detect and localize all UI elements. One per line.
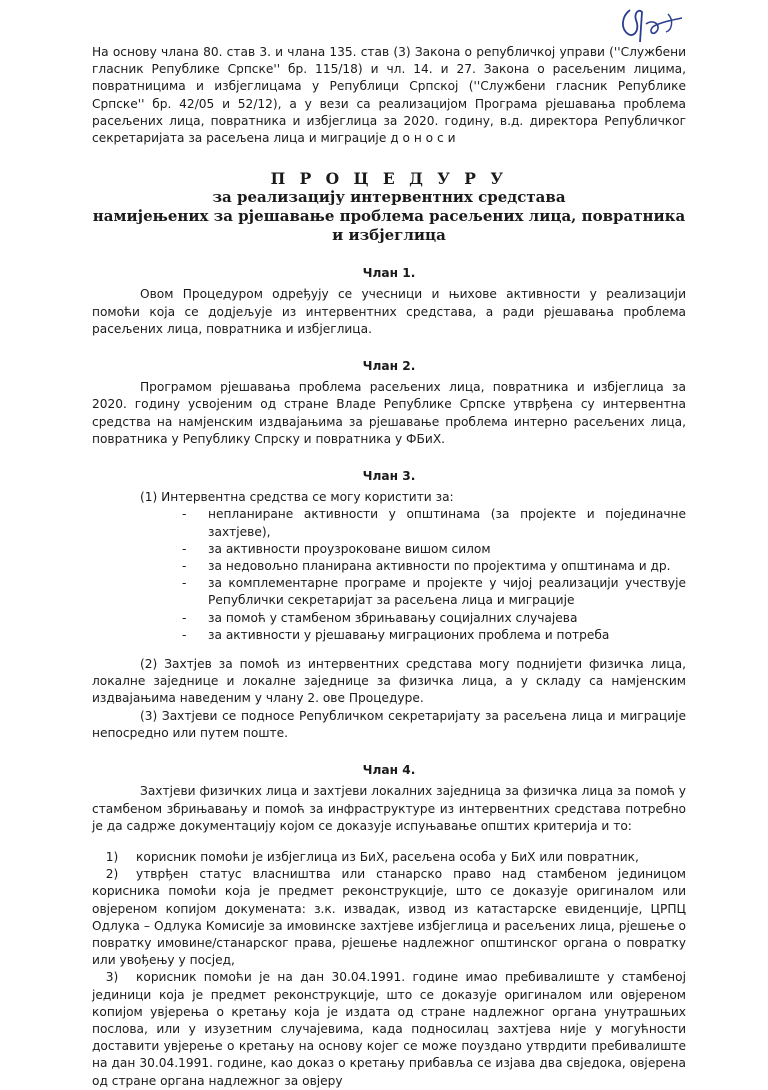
article-3-para-3: (3) Захтјеви се подносе Републичком секретаријату за расељена лица и миграције непосредно или путем поште. [92,708,686,740]
article-3-para-2: (2) Захтјев за помоћ из интервентних средстава могу поднијети физичка лица, локалне заједнице и локалне заједнице за физичка лица, а у складу са намјенским издвајањима наведеним у члану 2. ове Процедуре. [92,657,686,706]
list-item: 2) утврђен статус власништва или станарско право над стамбеном јединицом корисника помоћи која је предмет реконструкције, што се доказује оригиналом или овјереном копијом докумената: з.к. извадак, извод из катастарске евиденције, ЦРПЦ Одлука – Одлука Комисије за имовинске захтјеве избјеглица и расељених лица, рјешење о повратку имовине/станарског права, рјешење надлежног општинског органа о повратку или увођењу у посјед, [92,867,686,968]
title-line-2: за реализацију интервентних средстава [212,188,566,207]
article-3-heading: Члан 3. [362,469,416,484]
list-item: 3) корисник помоћи је на дан 30.04.1991. године имао пребивалиште у стамбеној јединици која је предмет реконструкције, што се доказује оригиналом или овјереном копијом увјерења о кретању која је издата од стране надлежног органа унутрашњих послова, или у изузетним случајевима, када подносилац захтјева није у могућности доставити увјерење о кретању на основу којег се може поуздано утврдити пребивалиште на дан 30.04.1991. године, као доказ о кретању прибавља се изјава два свједока, овјерена од стране органа надлежног за овјеру [92,970,686,1088]
article-4-heading: Члан 4. [362,763,416,778]
list-item: - за недовољно планирана активности по пројектима у општинама и др. [182,559,671,574]
title-line-1: П Р О Ц Е Д У Р У [270,169,508,189]
list-item: - непланиране активности у општинама (за пројекте и појединачне захтјеве), [182,507,686,539]
article-3-intro: (1) Интервентна средства се могу користити за: [140,490,454,505]
article-1-text: Овом Процедуром одређују се учесници и њихове активности у реализацији помоћи која се додјељује из интервентних средстава, а ради рјешавања проблема расељених лица, повратника и избјеглица. [92,287,686,336]
title-line-3: намијењених за рјешавање проблема расељених лица, повратника и избјеглица [92,207,686,245]
list-item: - за комплементарне програме и пројекте у чијој реализацији учествује Републички секретаријат за расељена лица и миграције [182,576,686,608]
list-item: - за активности проузроковане вишом силом [182,541,491,556]
article-4-list [92,849,686,1090]
article-3-list [92,506,686,644]
article-1-heading: Члан 1. [362,266,416,281]
article-2-heading: Члан 2. [362,359,416,374]
document-page [92,44,686,1090]
list-item: - за помоћ у стамбеном збрињавању социјалних случајева [182,610,578,625]
document-title [92,169,686,245]
signature-icon [612,4,722,46]
list-item: - за активности у рјешавању миграционих проблема и потреба [182,627,610,642]
article-4-intro: Захтјеви физичких лица и захтјеви локалних заједница за физичка лица за помоћ у стамбеном збрињавању и помоћ за инфраструктуре из интервентних средстава потребно је да садрже документацију којом се доказује испуњавање општих критерија и то: [92,784,686,833]
article-2-text: Програмом рјешавања проблема расељених лица, повратника и избјеглица за 2020. годину усвојеним од стране Владе Републике Српске утврђена су интервентна средства на намјенским издвајањима за рјешавање проблема интерно расељених лица, повратника у Републику Спрску и повратника у ФБиХ. [92,380,686,446]
preamble: На основу члана 80. став 3. и члана 135. став (3) Закона о републичкој управи (''Службени гласник Републике Српске'' бр. 115/18) и чл. 14. и 27. Закона о расељеним лицима, повратницима и избјеглицама у Републици Српској (''Службени гласник Републике Српске'' бр. 42/05 и 52/12), а у вези са реализацијом Програма рјешавања проблема расељених лица, повратника и избјеглица за 2020. годину, в.д. директора Републичког секретаријата за расељена лица и миграције д о н о с и [92,45,686,146]
list-item: 1) корисник помоћи је избјеглица из БиХ, расељена особа у БиХ или повратник, [105,849,639,864]
